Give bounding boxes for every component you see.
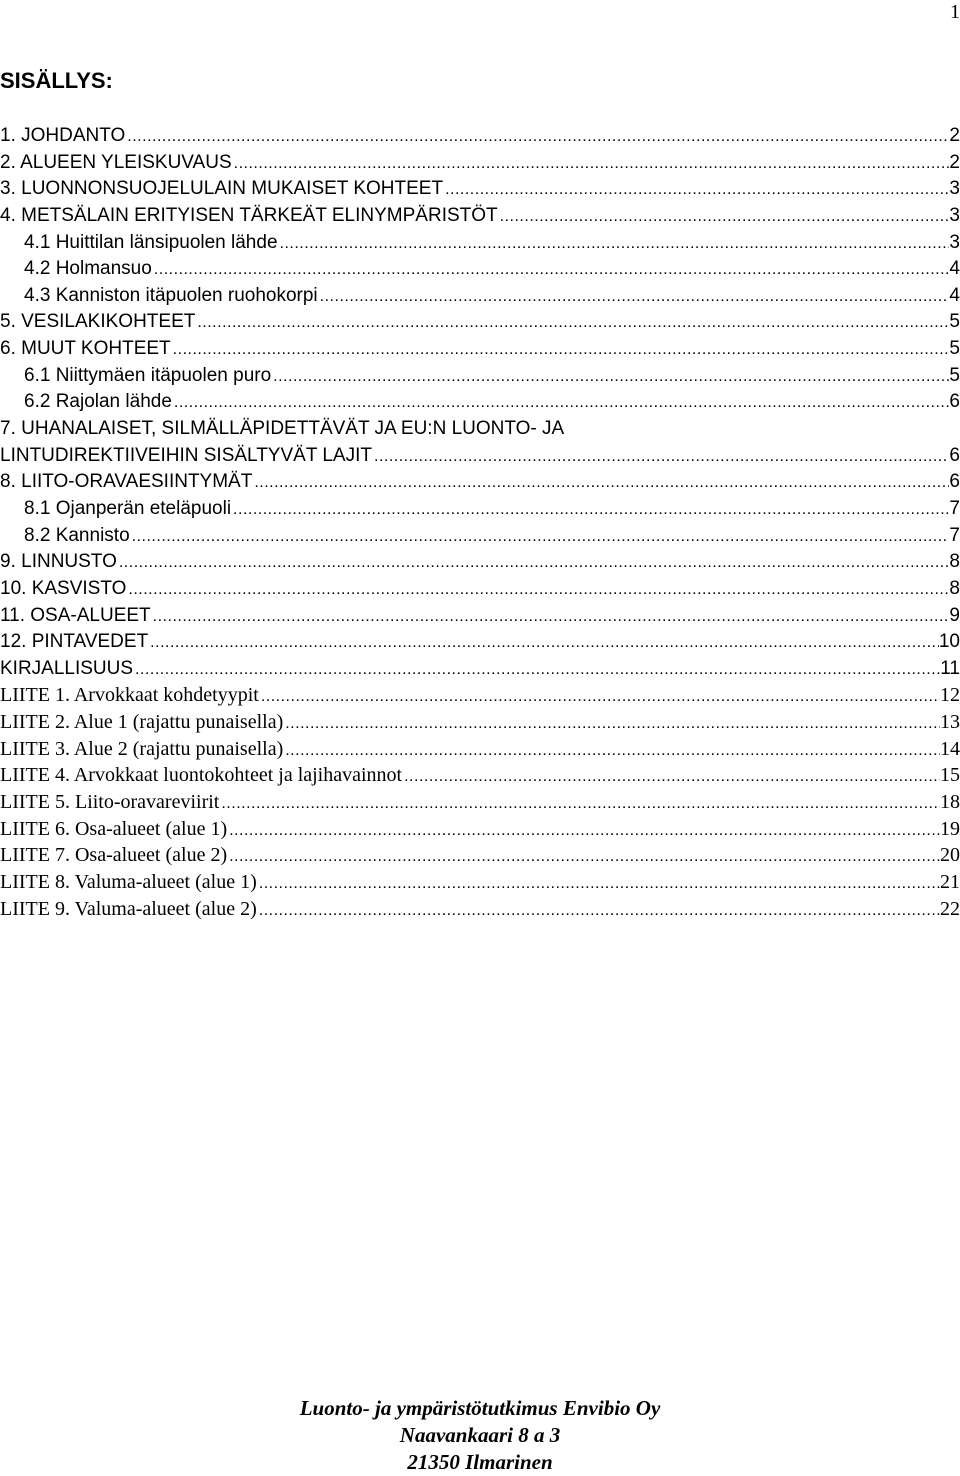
toc-entry[interactable] — [0, 762, 960, 789]
toc-entry[interactable] — [0, 230, 960, 257]
toc-entry-page: 5 — [949, 364, 960, 386]
toc-entry-title: 2. ALUEEN YLEISKUVAUS — [0, 151, 232, 173]
toc-entry-page: 9 — [949, 604, 960, 626]
toc-leader-dots — [278, 231, 950, 257]
toc-entry-title: 12. PINTAVEDET — [0, 631, 149, 653]
toc-entry-page: 7 — [949, 524, 960, 546]
toc-entry-title: 9. LINNUSTO — [0, 551, 117, 573]
toc-entry-page: 20 — [940, 844, 960, 867]
toc-entry-title: LIITE 8. Valuma-alueet (alue 1) — [0, 870, 257, 893]
toc-leader-dots — [402, 764, 940, 789]
toc-entry-page: 13 — [940, 711, 960, 734]
toc-leader-dots — [252, 470, 949, 496]
toc-entry[interactable] — [0, 656, 960, 683]
toc-leader-dots — [231, 497, 949, 523]
toc-entry[interactable] — [0, 523, 960, 550]
toc-leader-dots — [498, 204, 950, 230]
toc-leader-dots — [133, 657, 940, 683]
toc-entry-title: LIITE 4. Arvokkaat luontokohteet ja lajihavainnot — [0, 764, 403, 787]
toc-entry-title: LINTUDIREKTIIVEIHIN SISÄLTYVÄT LAJIT — [0, 444, 372, 466]
toc-entry-title: 7. UHANALAISET, SILMÄLLÄPIDETTÄVÄT JA EU:N LUONTO- JA — [0, 418, 565, 440]
toc-entry[interactable] — [0, 816, 960, 843]
toc-entry[interactable] — [0, 576, 960, 603]
toc-entry[interactable] — [0, 203, 960, 230]
toc-entry[interactable] — [0, 736, 960, 763]
toc-entry-page: 5 — [949, 311, 960, 333]
toc-entry[interactable] — [0, 256, 960, 283]
toc-entry[interactable] — [0, 709, 960, 736]
toc-entry-title: 4.1 Huittilan länsipuolen lähde — [24, 231, 278, 253]
toc-entry-title: 4.3 Kanniston itäpuolen ruohokorpi — [24, 284, 318, 306]
toc-entry[interactable] — [0, 123, 960, 150]
toc-leader-dots — [151, 604, 950, 630]
toc-entry-title: KIRJALLISUUS — [0, 657, 134, 679]
toc-entry[interactable] — [0, 389, 960, 416]
toc-entry-title: 1. JOHDANTO — [0, 125, 126, 146]
toc-entry[interactable] — [0, 629, 960, 656]
toc-entry-page: 11 — [940, 657, 960, 679]
toc-entry-page: 18 — [940, 791, 960, 814]
toc-entry-title: 8.1 Ojanperän eteläpuoli — [24, 497, 232, 519]
toc-entry[interactable] — [0, 176, 960, 203]
toc-leader-dots — [227, 818, 940, 843]
toc-entry-page: 22 — [940, 897, 960, 920]
toc-entry-page: 2 — [949, 151, 960, 173]
toc-entry[interactable] — [0, 150, 960, 177]
toc-entry-title: 4. METSÄLAIN ERITYISEN TÄRKEÄT ELINYMPÄRISTÖT — [0, 204, 498, 226]
toc-entry[interactable] — [0, 682, 960, 709]
toc-entry[interactable] — [0, 309, 960, 336]
toc-entry[interactable] — [0, 416, 960, 443]
toc-entry-title: 5. VESILAKIKOHTEET — [0, 311, 196, 333]
footer — [0, 1395, 960, 1476]
toc-entry-title: 8. LIITO-ORAVAESIINTYMÄT — [0, 471, 253, 493]
toc-entry-page: 8 — [949, 577, 960, 599]
toc-entry-page: 3 — [949, 204, 960, 226]
toc-entry-page: 3 — [949, 178, 960, 200]
toc-entry-page: 7 — [949, 497, 960, 519]
toc-entry[interactable] — [0, 869, 960, 896]
toc-entry-title: 8.2 Kannisto — [24, 524, 130, 546]
toc-leader-dots — [171, 337, 950, 363]
toc-entry[interactable] — [0, 842, 960, 869]
toc-entry-page: 19 — [940, 817, 960, 840]
toc-entry-title: LIITE 3. Alue 2 (rajattu punaisella) — [0, 737, 284, 760]
toc-entry-page: 4 — [949, 258, 960, 280]
toc-entry-page: 21 — [940, 870, 960, 893]
toc-leader-dots — [125, 124, 949, 150]
toc-entry-title: LIITE 7. Osa-alueet (alue 2) — [0, 844, 228, 867]
toc-entry-title: 6. MUUT KOHTEET — [0, 338, 171, 360]
toc-entry-title: 11. OSA-ALUEET — [0, 604, 151, 626]
toc-entry-title: LIITE 6. Osa-alueet (alue 1) — [0, 817, 228, 840]
toc-heading: SISÄLLYS: — [0, 68, 113, 93]
footer-street: Naavankaari 8 a 3 — [399, 1423, 561, 1447]
toc-entry[interactable] — [0, 896, 960, 923]
toc-entry-title: 6.2 Rajolan lähde — [24, 391, 172, 413]
toc-leader-dots — [283, 738, 940, 763]
page-number: 1 — [950, 1, 960, 23]
toc-entry-page: 8 — [949, 551, 960, 573]
toc-entry-page: 12 — [940, 684, 960, 707]
toc-entry-page: 6 — [949, 391, 960, 413]
toc-entry[interactable] — [0, 549, 960, 576]
toc-entry-page: 15 — [940, 764, 960, 787]
toc-leader-dots — [443, 177, 949, 203]
toc-leader-dots — [257, 871, 940, 896]
toc-leader-dots — [219, 791, 940, 816]
toc-entry-page: 5 — [949, 338, 960, 360]
toc-entry[interactable] — [0, 336, 960, 363]
toc-entry-title: LIITE 5. Liito-oravareviirit — [0, 791, 220, 814]
toc-entry-title: 6.1 Niittymäen itäpuolen puro — [24, 364, 272, 386]
toc-leader-dots — [259, 684, 940, 709]
toc-entry-page: 6 — [949, 444, 960, 466]
toc-leader-dots — [283, 711, 940, 736]
toc-entry-title: 3. LUONNONSUOJELULAIN MUKAISET KOHTEET — [0, 178, 444, 200]
toc-entry[interactable] — [0, 283, 960, 310]
toc-entry-page: 3 — [949, 231, 960, 253]
toc-leader-dots — [117, 550, 950, 576]
toc-entry-title: 10. KASVISTO — [0, 577, 127, 599]
toc-leader-dots — [172, 390, 950, 416]
toc-leader-dots — [130, 524, 950, 550]
toc-entry[interactable] — [0, 469, 960, 496]
toc-entry[interactable] — [0, 363, 960, 390]
toc-leader-dots — [126, 577, 949, 603]
toc-entry[interactable] — [0, 789, 960, 816]
toc-leader-dots — [318, 284, 950, 310]
toc-leader-dots — [271, 364, 949, 390]
toc-entry-page: 10 — [938, 631, 960, 653]
toc-leader-dots — [227, 844, 940, 869]
toc-entry-title: LIITE 9. Valuma-alueet (alue 2) — [0, 897, 257, 920]
toc-leader-dots — [152, 257, 950, 283]
toc-entry[interactable] — [0, 496, 960, 523]
toc-entry-page: 4 — [949, 284, 960, 306]
toc-entry-page: 2 — [949, 125, 960, 146]
toc-leader-dots — [232, 151, 950, 177]
toc-entry[interactable] — [0, 443, 960, 470]
toc-entry-page: 14 — [940, 737, 960, 760]
toc-entry-title: 4.2 Holmansuo — [24, 258, 152, 280]
toc-leader-dots — [372, 444, 949, 470]
table-of-contents — [0, 123, 960, 922]
toc-entry-title: LIITE 2. Alue 1 (rajattu punaisella) — [0, 711, 284, 734]
toc-leader-dots — [148, 630, 939, 656]
toc-leader-dots — [195, 310, 949, 336]
footer-company: Luonto- ja ympäristötutkimus Envibio Oy — [299, 1396, 661, 1420]
toc-leader-dots — [257, 898, 940, 923]
footer-city: 21350 Ilmarinen — [407, 1450, 553, 1474]
toc-entry-page: 6 — [949, 471, 960, 493]
toc-entry[interactable] — [0, 603, 960, 630]
toc-entry-title: LIITE 1. Arvokkaat kohdetyypit — [0, 684, 259, 707]
